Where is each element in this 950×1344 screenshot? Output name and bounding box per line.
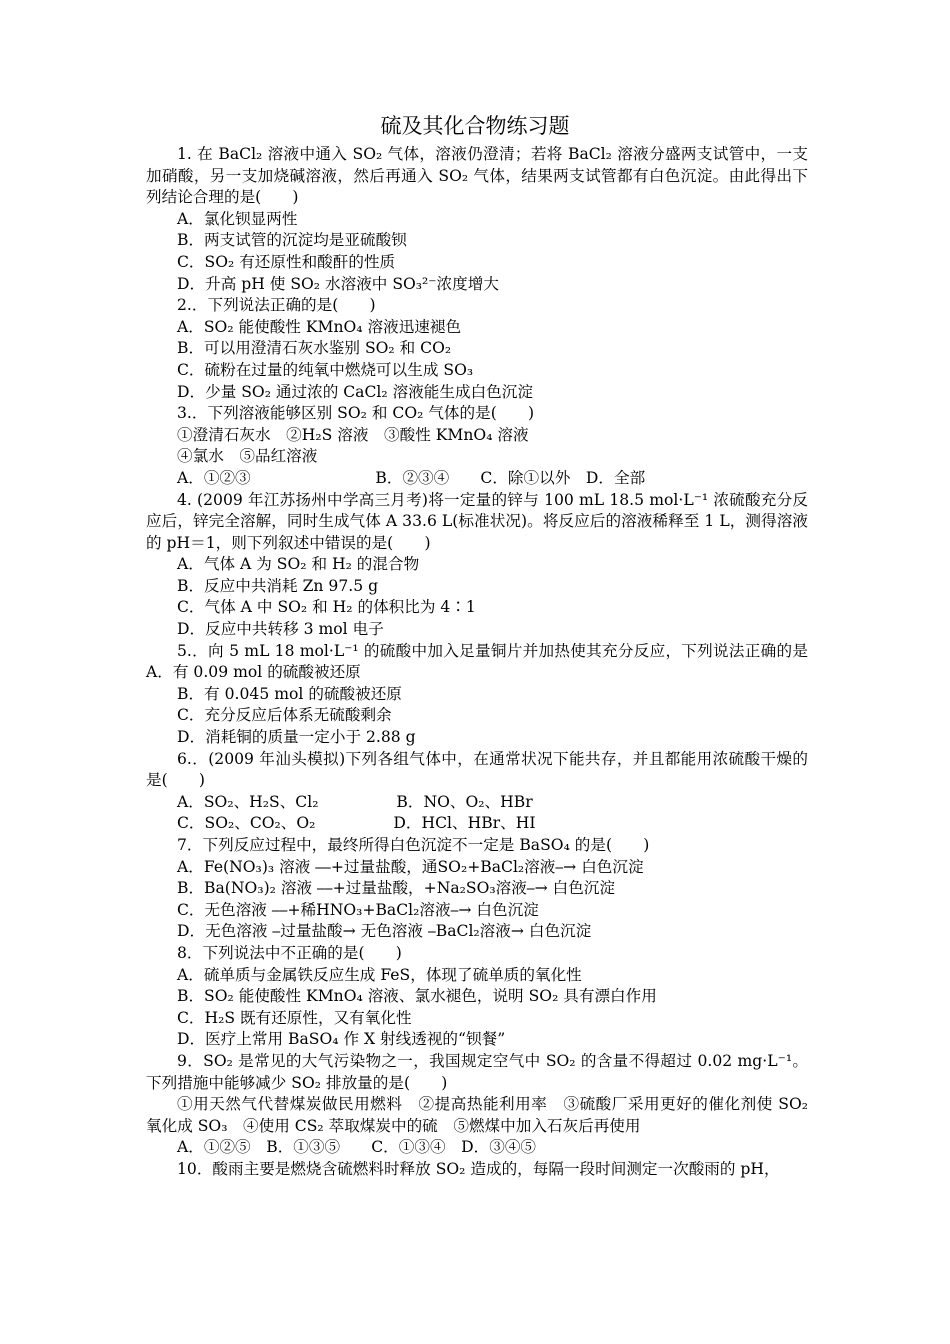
exercise-body xyxy=(146,144,808,1181)
text-line: A．SO₂、H₂S、Cl₂ B．NO、O₂、HBr xyxy=(177,792,533,811)
text-line: ④氯水 ⑤品红溶液 xyxy=(177,447,318,466)
text-line: 3.．下列溶液能够区别 SO₂ 和 CO₂ 气体的是( ) xyxy=(177,404,535,423)
text-line: C．SO₂、CO₂、O₂ D．HCl、HBr、HI xyxy=(177,814,536,833)
text-line: A．硫单质与金属铁反应生成 FeS，体现了硫单质的氧化性 xyxy=(177,965,582,984)
text-line: D．反应中共转移 3 mol 电子 xyxy=(177,620,384,639)
text-line: D．医疗上常用 BaSO₄ 作 X 射线透视的“钡餐” xyxy=(177,1030,506,1049)
text-line: C．充分反应后体系无硫酸剩余 xyxy=(177,706,392,725)
text-line: C．SO₂ 有还原性和酸酐的性质 xyxy=(177,252,396,271)
text-line: 4. (2009 年江苏扬州中学高三月考)将一定量的锌与 100 mL 18.5 mol·L⁻¹ 浓硫酸充分反应后，锌完全溶解，同时生成气体 A 33.6 L(标准状况)。将反应后的溶液稀释至 1 L，测得溶液的 pH＝1，则下列叙述中错误的是( ) xyxy=(146,490,808,552)
text-line: C．硫粉在过量的纯氧中燃烧可以生成 SO₃ xyxy=(177,360,474,379)
text-line: ①澄清石灰水 ②H₂S 溶液 ③酸性 KMnO₄ 溶液 xyxy=(177,425,529,444)
text-line: 7．下列反应过程中，最终所得白色沉淀不一定是 BaSO₄ 的是( ) xyxy=(177,836,650,854)
text-line: D．少量 SO₂ 通过浓的 CaCl₂ 溶液能生成白色沉淀 xyxy=(177,382,533,401)
text-line: B．可以用澄清石灰水鉴别 SO₂ 和 CO₂ xyxy=(177,339,452,358)
text-line: A．气体 A 为 SO₂ 和 H₂ 的混合物 xyxy=(177,555,420,574)
text-line: B．反应中共消耗 Zn 97.5 g xyxy=(177,576,379,595)
text-line: C．H₂S 既有还原性，又有氧化性 xyxy=(177,1008,412,1027)
text-line: D．无色溶液 ⎯过量盐酸→ 无色溶液 ⎯BaCl₂溶液→ 白色沉淀 xyxy=(177,922,592,941)
page-title: 硫及其化合物练习题 xyxy=(380,114,570,138)
text-line: C．气体 A 中 SO₂ 和 H₂ 的体积比为 4∶1 xyxy=(177,598,476,617)
text-line: ①用天然气代替煤炭做民用燃料 ②提高热能利用率 ③硫酸厂采用更好的催化剂使 SO₂ 氧化成 SO₃ ④使用 CS₂ 萃取煤炭中的硫 ⑤燃煤中加入石灰后再使用 xyxy=(146,1095,808,1135)
text-line: B．SO₂ 能使酸性 KMnO₄ 溶液、氯水褪色，说明 SO₂ 具有漂白作用 xyxy=(177,987,657,1006)
text-line: A．Fe(NO₃)₃ 溶液 ⎯⎯+过量盐酸，通SO₂+BaCl₂溶液⎯→ 白色沉淀 xyxy=(177,857,644,876)
text-line: 10．酸雨主要是燃烧含硫燃料时释放 SO₂ 造成的，每隔一段时间测定一次酸雨的 pH， xyxy=(177,1159,780,1178)
text-line: 1. 在 BaCl₂ 溶液中通入 SO₂ 气体，溶液仍澄清；若将 BaCl₂ 溶液分盛两支试管中，一支加硝酸，另一支加烧碱溶液，然后再通入 SO₂ 气体，结果两支试管都有白色沉淀。由此得出下列结论合理的是( ) xyxy=(146,145,808,207)
text-line: A．①②⑤ B．①③⑤ C．①③④ D．③④⑤ xyxy=(177,1138,537,1157)
text-line: C．无色溶液 ⎯⎯+稀HNO₃+BaCl₂溶液⎯→ 白色沉淀 xyxy=(177,900,539,919)
text-line: B．有 0.045 mol 的硫酸被还原 xyxy=(177,684,402,703)
text-line: B．两支试管的沉淀均是亚硫酸钡 xyxy=(177,231,407,250)
text-line: 8．下列说法中不正确的是( ) xyxy=(177,943,402,962)
text-line: A．SO₂ 能使酸性 KMnO₄ 溶液迅速褪色 xyxy=(177,317,462,336)
text-line: B．Ba(NO₃)₂ 溶液 ⎯⎯+过量盐酸，+Na₂SO₃溶液⎯→ 白色沉淀 xyxy=(177,879,615,898)
text-line: A．①②③ B．②③④ C．除①以外 D．全部 xyxy=(177,468,646,487)
text-line: 9．SO₂ 是常见的大气污染物之一，我国规定空气中 SO₂ 的含量不得超过 0.02 mg·L⁻¹。下列措施中能够减少 SO₂ 排放量的是( ) xyxy=(146,1051,808,1092)
text-line: D．消耗铜的质量一定小于 2.88 g xyxy=(177,728,416,747)
text-line: 6.．(2009 年汕头模拟)下列各组气体中，在通常状况下能共存，并且都能用浓硫酸干燥的是( ) xyxy=(146,749,808,790)
text-line: D．升高 pH 使 SO₂ 水溶液中 SO₃²⁻浓度增大 xyxy=(177,274,499,293)
text-line: 2.．下列说法正确的是( ) xyxy=(177,296,376,315)
text-line: 5.．向 5 mL 18 mol·L⁻¹ 的硫酸中加入足量铜片并加热使其充分反应，下列说法正确的是 A．有 0.09 mol 的硫酸被还原 xyxy=(146,641,808,682)
text-line: A．氯化钡显两性 xyxy=(177,209,298,228)
